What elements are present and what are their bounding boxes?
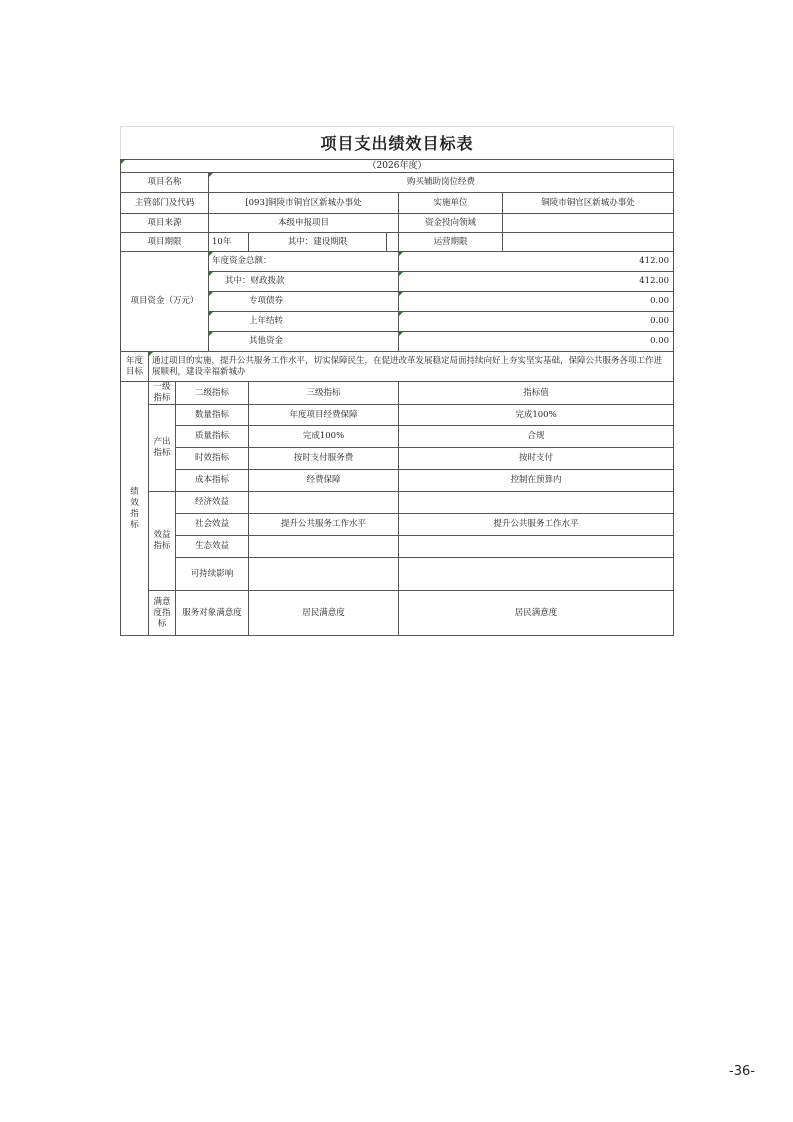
indicators-section-label: 绩效指标 bbox=[121, 382, 149, 636]
build-period-value bbox=[387, 233, 399, 252]
satisfaction-level3: 居民满意度 bbox=[249, 591, 399, 636]
satisfaction-level2: 服务对象满意度 bbox=[176, 591, 249, 636]
output-value: 控制在预算内 bbox=[399, 470, 674, 492]
funds-carryover-value: 0.00 bbox=[399, 312, 674, 332]
fund-field-label: 资金投向领域 bbox=[399, 214, 503, 233]
project-name-value: 购买辅助岗位经费 bbox=[209, 173, 674, 193]
source-label: 项目来源 bbox=[121, 214, 209, 233]
period-value: 10年 bbox=[209, 233, 249, 252]
benefit-indicators-label: 效益指标 bbox=[149, 492, 176, 591]
funds-fiscal-label: 其中：财政拨款 bbox=[209, 272, 399, 292]
satisfaction-value: 居民满意度 bbox=[399, 591, 674, 636]
table-title: 项目支出绩效目标表 bbox=[121, 127, 674, 160]
impl-unit-value: 铜陵市铜官区新城办事处 bbox=[503, 193, 674, 214]
annual-goal-label: 年度目标 bbox=[121, 352, 149, 382]
fund-field-value bbox=[503, 214, 674, 233]
output-level2: 时效指标 bbox=[176, 448, 249, 470]
source-value: 本级申报项目 bbox=[209, 214, 399, 233]
benefit-level3: 提升公共服务工作水平 bbox=[249, 514, 399, 536]
benefit-level3 bbox=[249, 492, 399, 514]
dept-label: 主管部门及代码 bbox=[121, 193, 209, 214]
output-level3: 年度项目经费保障 bbox=[249, 405, 399, 426]
header-level1: 一级指标 bbox=[149, 382, 176, 405]
performance-target-sheet bbox=[120, 126, 673, 636]
performance-target-table bbox=[120, 126, 674, 636]
funds-bond-value: 0.00 bbox=[399, 292, 674, 312]
output-level2: 质量指标 bbox=[176, 426, 249, 448]
benefit-value bbox=[399, 492, 674, 514]
output-level3: 经费保障 bbox=[249, 470, 399, 492]
funds-fiscal-value: 412.00 bbox=[399, 272, 674, 292]
benefit-level2: 可持续影响 bbox=[176, 558, 249, 591]
funds-carryover-label: 上年结转 bbox=[209, 312, 399, 332]
benefit-level3 bbox=[249, 536, 399, 558]
dept-value: [093]铜陵市铜官区新城办事处 bbox=[209, 193, 399, 214]
header-level3: 三级指标 bbox=[249, 382, 399, 405]
funds-bond-label: 专项债券 bbox=[209, 292, 399, 312]
output-level3: 完成100% bbox=[249, 426, 399, 448]
satisfaction-indicators-label: 满意度指标 bbox=[149, 591, 176, 636]
output-level2: 数量指标 bbox=[176, 405, 249, 426]
benefit-level2: 社会效益 bbox=[176, 514, 249, 536]
header-level2: 二级指标 bbox=[176, 382, 249, 405]
benefit-value bbox=[399, 536, 674, 558]
impl-unit-label: 实施单位 bbox=[399, 193, 503, 214]
benefit-value bbox=[399, 558, 674, 591]
funds-other-value: 0.00 bbox=[399, 332, 674, 352]
funds-total-value: 412.00 bbox=[399, 252, 674, 272]
header-value: 指标值 bbox=[399, 382, 674, 405]
output-value: 合规 bbox=[399, 426, 674, 448]
ops-period-label: 运营期限 bbox=[399, 233, 503, 252]
annual-goal-text: 通过项目的实施，提升公共服务工作水平，切实保障民生，在促进改革发展稳定局面持续向好上夯实坚实基础，保障公共服务各项工作进展顺利，建设幸福新城办 bbox=[149, 352, 674, 382]
output-value: 完成100% bbox=[399, 405, 674, 426]
benefit-value: 提升公共服务工作水平 bbox=[399, 514, 674, 536]
output-value: 按时支付 bbox=[399, 448, 674, 470]
funds-other-label: 其他资金 bbox=[209, 332, 399, 352]
project-name-label: 项目名称 bbox=[121, 173, 209, 193]
funds-label: 项目资金（万元） bbox=[121, 252, 209, 352]
period-label: 项目期限 bbox=[121, 233, 209, 252]
funds-total-label: 年度资金总额： bbox=[209, 252, 399, 272]
ops-period-value bbox=[503, 233, 674, 252]
table-year: （2026年度） bbox=[121, 160, 674, 173]
build-period-label: 其中：建设期限 bbox=[249, 233, 387, 252]
page-number: -36- bbox=[729, 1064, 755, 1079]
benefit-level2: 经济效益 bbox=[176, 492, 249, 514]
output-level2: 成本指标 bbox=[176, 470, 249, 492]
output-level3: 按时支付服务费 bbox=[249, 448, 399, 470]
benefit-level2: 生态效益 bbox=[176, 536, 249, 558]
output-indicators-label: 产出指标 bbox=[149, 405, 176, 492]
benefit-level3 bbox=[249, 558, 399, 591]
